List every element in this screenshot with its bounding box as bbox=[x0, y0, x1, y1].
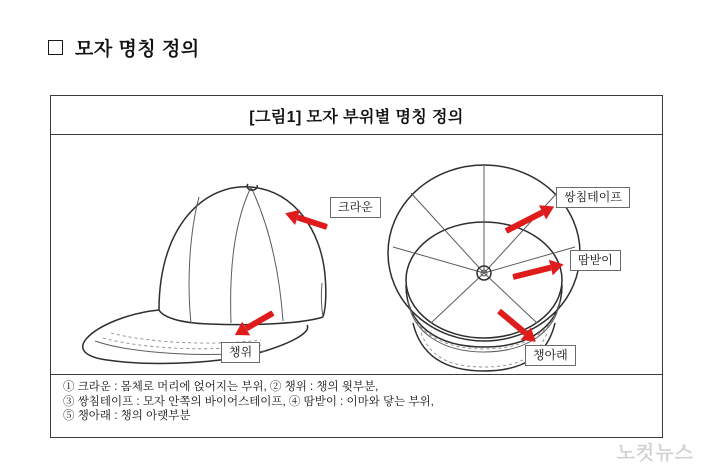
figure-title: [그림1] 모자 부위별 명칭 정의 bbox=[249, 108, 464, 126]
figure-illustration-area bbox=[51, 135, 662, 375]
page-title-text: 모자 명칭 정의 bbox=[75, 39, 200, 60]
callout-sweatband: 땀받이 bbox=[570, 250, 621, 271]
figure-legend bbox=[51, 374, 662, 437]
page-title bbox=[48, 34, 200, 61]
figure-title-bar bbox=[51, 96, 662, 135]
legend-line-3: ⑤ 챙아래 : 챙의 아랫부분 bbox=[63, 410, 191, 422]
cap-side-view-illustration bbox=[59, 135, 359, 375]
legend-line-1: ① 크라운 : 몸체로 머리에 얹어지는 부위, ② 챙위 : 챙의 윗부분, bbox=[63, 381, 379, 393]
figure-container bbox=[50, 95, 663, 438]
callout-crown: 크라운 bbox=[330, 197, 381, 218]
callout-brim-under: 챙아래 bbox=[525, 345, 576, 366]
square-outline-icon bbox=[48, 40, 63, 55]
legend-line-2: ③ 쌍침테이프 : 모자 안쪽의 바이어스테이프, ④ 땀받이 : 이마와 닿는 부위, bbox=[63, 395, 434, 408]
callout-twin-needle-tape: 쌍침테이프 bbox=[556, 187, 630, 208]
callout-brim-top: 챙위 bbox=[221, 342, 260, 363]
watermark: 노컷뉴스 bbox=[616, 443, 694, 464]
